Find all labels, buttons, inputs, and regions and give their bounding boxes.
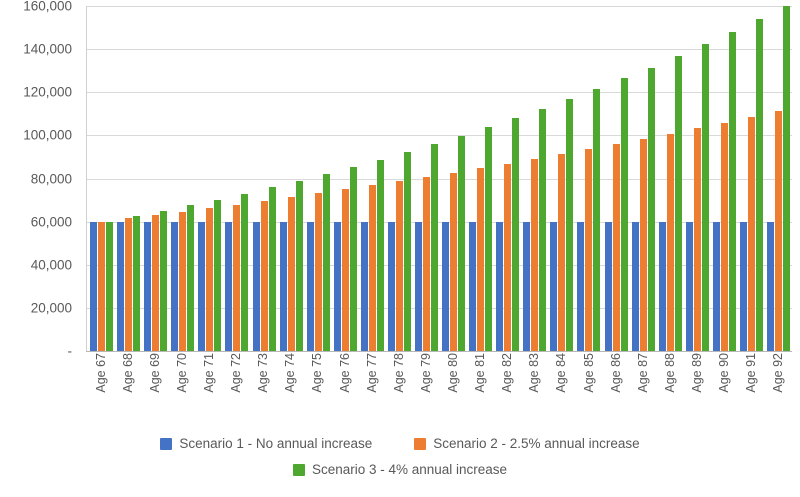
- bar: [767, 222, 774, 351]
- x-axis-tick-label: Age 67: [93, 353, 108, 393]
- bar: [566, 99, 573, 351]
- legend-item[interactable]: [414, 436, 639, 451]
- bar: [198, 222, 205, 351]
- bar: [523, 222, 530, 351]
- x-axis-label-cell: [765, 353, 792, 425]
- x-axis-tick-label: Age 90: [717, 353, 732, 393]
- bar: [225, 222, 232, 351]
- bar-group: [196, 6, 223, 351]
- x-axis-label-cell: [575, 353, 602, 425]
- x-axis-tick-label: Age 73: [256, 353, 271, 393]
- bar: [632, 222, 639, 351]
- bar: [350, 167, 357, 351]
- bar: [577, 222, 584, 351]
- x-axis-tick-label: Age 79: [418, 353, 433, 393]
- x-axis-label-cell: [385, 353, 412, 425]
- bar-group: [684, 6, 711, 351]
- bar: [117, 222, 124, 351]
- bar: [106, 222, 113, 351]
- bar: [241, 194, 248, 351]
- bar: [377, 160, 384, 352]
- x-axis-tick-label: Age 68: [120, 353, 135, 393]
- x-axis-tick-label: Age 75: [310, 353, 325, 393]
- x-axis-label-cell: [656, 353, 683, 425]
- bar: [740, 222, 747, 351]
- bar: [415, 222, 422, 351]
- bar: [775, 111, 782, 351]
- bar: [323, 174, 330, 351]
- bar: [288, 197, 295, 351]
- legend-swatch-icon: [414, 438, 426, 450]
- x-axis-tick-label: Age 89: [689, 353, 704, 393]
- legend-item-label: Scenario 3 - 4% annual increase: [311, 462, 508, 477]
- x-axis-tick-label: Age 92: [771, 353, 786, 393]
- bar: [133, 216, 140, 351]
- bar: [253, 222, 260, 351]
- bar-group: [115, 6, 142, 351]
- y-axis-tick-label: 20,000: [30, 300, 72, 316]
- x-axis-label-cell: [223, 353, 250, 425]
- x-axis-label-cell: [521, 353, 548, 425]
- x-axis-label-cell: [439, 353, 466, 425]
- bar: [458, 136, 465, 351]
- bar: [187, 205, 194, 351]
- bar: [721, 123, 728, 351]
- bar-group: [440, 6, 467, 351]
- bar-group: [332, 6, 359, 351]
- bar: [388, 222, 395, 351]
- bar: [423, 177, 430, 351]
- x-axis-labels: [87, 353, 792, 425]
- bar-group: [630, 6, 657, 351]
- bar-group: [494, 6, 521, 351]
- bar: [269, 187, 276, 351]
- x-axis-label-cell: [304, 353, 331, 425]
- bar: [729, 32, 736, 351]
- legend-item[interactable]: [293, 462, 507, 477]
- legend-item-label: Scenario 1 - No annual increase: [179, 436, 373, 451]
- x-axis-tick-label: Age 72: [229, 353, 244, 393]
- bar: [702, 44, 709, 351]
- x-axis-tick-label: Age 84: [554, 353, 569, 393]
- bar: [396, 181, 403, 351]
- y-axis-tick-label: 140,000: [23, 41, 72, 57]
- bar: [496, 222, 503, 351]
- bar-group: [657, 6, 684, 351]
- bar: [694, 128, 701, 351]
- bar: [261, 201, 268, 351]
- bar-group: [548, 6, 575, 351]
- bar: [125, 218, 132, 351]
- x-axis-label-cell: [738, 353, 765, 425]
- y-axis-tick-label: 120,000: [23, 84, 72, 100]
- x-axis-tick-label: Age 87: [635, 353, 650, 393]
- x-axis-tick-label: Age 74: [283, 353, 298, 393]
- x-axis-tick-label: Age 78: [391, 353, 406, 393]
- x-axis-label-cell: [87, 353, 114, 425]
- bar: [334, 222, 341, 351]
- y-axis-tick-label: 100,000: [23, 127, 72, 143]
- bar: [621, 78, 628, 351]
- bar: [431, 144, 438, 351]
- x-axis-tick-label: Age 86: [608, 353, 623, 393]
- plot-area: [86, 6, 792, 351]
- bar: [640, 139, 647, 351]
- bar: [179, 212, 186, 351]
- bar: [605, 222, 612, 351]
- y-axis-tick-label: 80,000: [30, 171, 72, 186]
- bar-group: [359, 6, 386, 351]
- legend-row-primary: [0, 436, 800, 451]
- bar: [504, 164, 511, 351]
- bar: [369, 185, 376, 351]
- bar-group: [467, 6, 494, 351]
- x-axis-label-cell: [683, 353, 710, 425]
- bar: [206, 208, 213, 351]
- x-axis-label-cell: [602, 353, 629, 425]
- bar: [550, 222, 557, 351]
- bar-group: [169, 6, 196, 351]
- x-axis-label-cell: [711, 353, 738, 425]
- x-axis-tick-label: Age 91: [744, 353, 759, 393]
- x-axis-label-cell: [114, 353, 141, 425]
- bar: [648, 68, 655, 351]
- bar-group: [142, 6, 169, 351]
- bar: [748, 117, 755, 351]
- bar: [667, 134, 674, 351]
- bar: [361, 222, 368, 351]
- bar: [783, 6, 790, 351]
- x-axis-line: [86, 351, 792, 352]
- legend-swatch-icon: [160, 438, 172, 450]
- x-axis-label-cell: [331, 353, 358, 425]
- bar: [98, 222, 105, 351]
- x-axis-label-cell: [548, 353, 575, 425]
- bar-group: [278, 6, 305, 351]
- bar-group: [521, 6, 548, 351]
- bar: [531, 159, 538, 351]
- bar: [296, 181, 303, 351]
- bar: [307, 222, 314, 351]
- bar: [404, 152, 411, 351]
- x-axis-label-cell: [358, 353, 385, 425]
- bar: [450, 173, 457, 351]
- x-axis-tick-label: Age 88: [662, 353, 677, 393]
- bar: [233, 205, 240, 351]
- x-axis-tick-label: Age 83: [527, 353, 542, 393]
- bar: [442, 222, 449, 351]
- bar-group: [305, 6, 332, 351]
- bar: [756, 19, 763, 351]
- bar: [613, 144, 620, 351]
- bar-group: [250, 6, 277, 351]
- x-axis-tick-label: Age 69: [147, 353, 162, 393]
- bar-group: [413, 6, 440, 351]
- bar: [539, 109, 546, 351]
- bar: [171, 222, 178, 351]
- y-axis-tick-label: 40,000: [30, 257, 72, 273]
- bar: [585, 149, 592, 351]
- bar-group: [602, 6, 629, 351]
- bar: [485, 127, 492, 351]
- y-axis-labels: [0, 0, 80, 359]
- x-axis-label-cell: [412, 353, 439, 425]
- x-axis-label-cell: [277, 353, 304, 425]
- bar: [342, 189, 349, 351]
- bar: [469, 222, 476, 351]
- y-axis-tick-label: 60,000: [30, 214, 72, 230]
- bar: [152, 215, 159, 351]
- bar: [686, 222, 693, 351]
- legend-row-secondary: [0, 462, 800, 477]
- x-axis-label-cell: [467, 353, 494, 425]
- x-axis-label-cell: [494, 353, 521, 425]
- x-axis-tick-label: Age 76: [337, 353, 352, 393]
- bar: [90, 222, 97, 351]
- x-axis-tick-label: Age 82: [500, 353, 515, 393]
- x-axis-label-cell: [250, 353, 277, 425]
- bar: [315, 193, 322, 351]
- y-axis-tick-label: 160,000: [23, 0, 72, 14]
- bar-group: [738, 6, 765, 351]
- legend-item[interactable]: [160, 436, 372, 451]
- x-axis-tick-label: Age 81: [473, 353, 488, 393]
- bar: [280, 222, 287, 351]
- bar-groups: [88, 6, 792, 351]
- bar: [675, 56, 682, 351]
- x-axis-tick-label: Age 85: [581, 353, 596, 393]
- legend-item-label: Scenario 2 - 2.5% annual increase: [433, 436, 640, 451]
- x-axis-label-cell: [629, 353, 656, 425]
- x-axis-label-cell: [195, 353, 222, 425]
- x-axis-tick-label: Age 77: [364, 353, 379, 393]
- bar-group: [575, 6, 602, 351]
- bar-group: [386, 6, 413, 351]
- x-axis-tick-label: Age 70: [174, 353, 189, 393]
- bar: [160, 211, 167, 351]
- bar-group: [711, 6, 738, 351]
- y-axis-tick-label: -: [67, 343, 72, 359]
- bar: [144, 222, 151, 351]
- bar: [512, 118, 519, 351]
- bar-group: [765, 6, 792, 351]
- x-axis-label-cell: [141, 353, 168, 425]
- bar: [214, 200, 221, 351]
- x-axis-tick-label: Age 80: [445, 353, 460, 393]
- bar-group: [223, 6, 250, 351]
- bar: [713, 222, 720, 351]
- bar: [558, 154, 565, 351]
- legend-swatch-icon: [293, 464, 305, 476]
- bar: [477, 168, 484, 351]
- chart-legend: [0, 436, 800, 488]
- bar: [659, 222, 666, 351]
- x-axis-label-cell: [168, 353, 195, 425]
- x-axis-tick-label: Age 71: [201, 353, 216, 393]
- bar: [593, 89, 600, 351]
- bar-group: [88, 6, 115, 351]
